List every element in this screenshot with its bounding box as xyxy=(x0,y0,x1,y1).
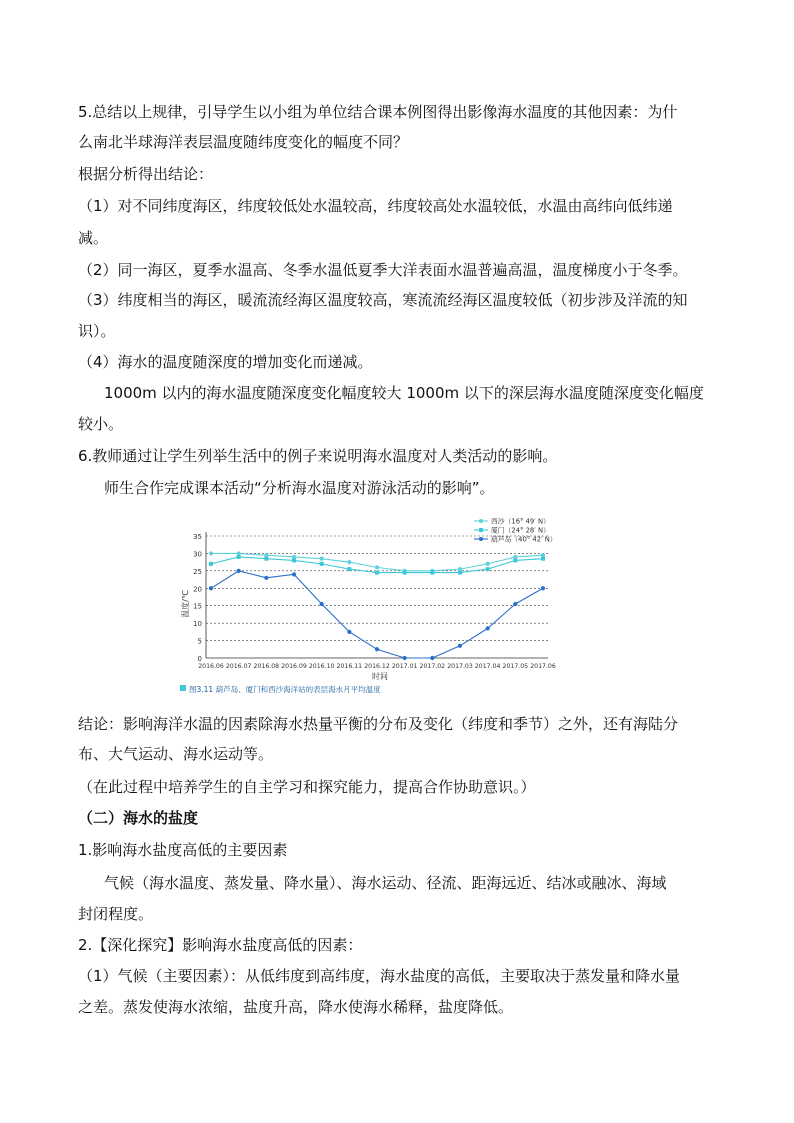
data-point xyxy=(347,567,351,571)
data-point xyxy=(237,555,241,559)
x-tick-label: 2017.02 xyxy=(419,663,446,670)
data-point xyxy=(292,558,296,562)
data-point xyxy=(237,569,241,573)
conclusion-3-line1: （3）纬度相当的海区，暖流流经海区温度较高，寒流流经海区温度较低（初步涉及洋流的知 xyxy=(78,291,688,309)
legend-label: 厦门（24° 28′ N） xyxy=(491,526,550,535)
y-tick-label: 20 xyxy=(193,585,202,594)
data-point xyxy=(458,567,462,571)
y-tick-label: 15 xyxy=(193,602,202,611)
series-line xyxy=(211,557,543,573)
legend-label: 西沙（16° 49′ N） xyxy=(491,517,550,526)
x-tick-label: 2017.03 xyxy=(447,663,473,670)
conclusion-4: （4）海水的温度随深度的增加变化而递减。 xyxy=(78,353,373,371)
chart-axes xyxy=(193,532,556,670)
process-note: （在此过程中培养学生的自主学习和探究能力，提高合作协助意识。） xyxy=(78,778,536,796)
data-point xyxy=(486,562,490,566)
x-axis-label: 时间 xyxy=(372,672,388,681)
analysis-intro: 根据分析得出结论： xyxy=(78,165,214,183)
climate-factor-line2: 之差。蒸发使海水浓缩，盐度升高，降水使海水稀释，盐度降低。 xyxy=(78,998,514,1016)
data-point xyxy=(403,571,407,575)
paragraph-6: 6.教师通过让学生列举生活中的例子来说明海水温度对人类活动的影响。 xyxy=(78,447,558,465)
data-point xyxy=(264,553,268,557)
data-point xyxy=(264,576,268,580)
data-point xyxy=(292,555,296,559)
data-point xyxy=(237,551,241,555)
salinity-factors-line2: 封闭程度。 xyxy=(78,905,154,923)
x-tick-label: 2016.08 xyxy=(253,663,280,670)
x-tick-label: 2017.04 xyxy=(474,663,501,670)
y-tick-label: 35 xyxy=(193,533,202,541)
paragraph-5-line2: 么南北半球海洋表层温度随纬度变化的幅度不同？ xyxy=(78,133,409,151)
x-tick-label: 2017.05 xyxy=(502,663,529,670)
section-heading-salinity: （二）海水的盐度 xyxy=(78,809,199,827)
series-line xyxy=(211,571,543,658)
data-point xyxy=(513,602,517,606)
data-point xyxy=(541,557,545,561)
x-tick-label: 2016.06 xyxy=(198,663,224,670)
data-point xyxy=(430,656,434,660)
data-point xyxy=(209,562,213,566)
salinity-factors-line1: 气候（海水温度、蒸发量、降水量）、海水运动、径流、距海远近、结冰或融冰、海域 xyxy=(104,874,667,892)
y-axis-label: 温度/℃ xyxy=(181,590,190,618)
conclusion-1-line1: （1）对不同纬度海区，纬度较低处水温较高，纬度较高处水温较低，水温由高纬向低纬递 xyxy=(78,197,673,215)
chart-grid xyxy=(206,536,548,641)
data-point xyxy=(375,571,379,575)
data-point xyxy=(375,565,379,569)
data-point xyxy=(513,555,517,559)
legend-marker xyxy=(479,537,483,541)
data-point xyxy=(375,647,379,651)
data-point xyxy=(292,572,296,576)
x-tick-label: 2016.07 xyxy=(225,663,252,670)
data-point xyxy=(486,626,490,630)
conclusion-2: （2）同一海区，夏季水温高、冬季水温低夏季大洋表面水温普遍高温，温度梯度小于冬季。 xyxy=(78,261,688,279)
conclusion-summary-line1: 结论：影响海洋水温的因素除海水热量平衡的分布及变化（纬度和季节）之外，还有海陆分 xyxy=(78,715,679,733)
legend-label: 葫芦岛（40° 42′ N） xyxy=(491,535,557,544)
data-point xyxy=(403,656,407,660)
activity-note: 师生合作完成课本活动“分析海水温度对游泳活动的影响”。 xyxy=(104,479,495,497)
data-point xyxy=(320,602,324,606)
data-point xyxy=(430,571,434,575)
conclusion-summary-line2: 布、大气运动、海水运动等。 xyxy=(78,745,274,763)
data-point xyxy=(458,571,462,575)
x-tick-label: 2016.10 xyxy=(308,663,335,670)
data-point xyxy=(209,586,213,590)
chart-caption: 图3.11 葫芦岛、厦门和西沙海洋站的表层海水月平均温度 xyxy=(189,685,381,694)
legend-marker xyxy=(479,528,483,532)
y-tick-label: 0 xyxy=(197,655,202,663)
data-point xyxy=(513,558,517,562)
data-point xyxy=(320,557,324,561)
y-tick-label: 5 xyxy=(197,637,202,646)
x-tick-label: 2017.06 xyxy=(530,663,556,670)
caption-marker-icon xyxy=(180,685,186,691)
legend-marker xyxy=(479,519,483,523)
x-tick-label: 2016.12 xyxy=(364,663,390,670)
salinity-heading-1: 1.影响海水盐度高低的主要因素 xyxy=(78,841,288,859)
data-point xyxy=(541,586,545,590)
data-point xyxy=(486,567,490,571)
depth-note-line1: 1000m 以内的海水温度随深度变化幅度较大 1000m 以下的深层海水温度随深度变化幅度 xyxy=(104,384,704,402)
conclusion-1-line2: 减。 xyxy=(78,229,109,247)
data-point xyxy=(458,644,462,648)
y-tick-label: 30 xyxy=(193,550,202,559)
conclusion-3-line2: 识）。 xyxy=(78,322,116,340)
temperature-line-chart xyxy=(178,512,558,698)
y-tick-label: 10 xyxy=(193,620,202,629)
data-point xyxy=(347,630,351,634)
data-point xyxy=(264,557,268,561)
data-point xyxy=(320,562,324,566)
x-tick-label: 2017.01 xyxy=(391,663,418,670)
x-tick-label: 2016.09 xyxy=(281,663,307,670)
chart-legend xyxy=(474,517,557,544)
data-point xyxy=(541,553,545,557)
data-point xyxy=(347,560,351,564)
salinity-heading-2: 2.【深化探究】影响海水盐度高低的因素： xyxy=(78,936,363,954)
climate-factor-line1: （1）气候（主要因素）：从低纬度到高纬度，海水盐度的高低，主要取决于蒸发量和降水量 xyxy=(78,967,681,985)
data-point xyxy=(209,551,213,555)
depth-note-line2: 较小。 xyxy=(78,415,124,433)
x-tick-label: 2016.11 xyxy=(336,663,363,670)
y-tick-label: 25 xyxy=(193,567,202,576)
paragraph-5-line1: 5.总结以上规律，引导学生以小组为单位结合课本例图得出影像海水温度的其他因素：为什 xyxy=(78,103,678,121)
